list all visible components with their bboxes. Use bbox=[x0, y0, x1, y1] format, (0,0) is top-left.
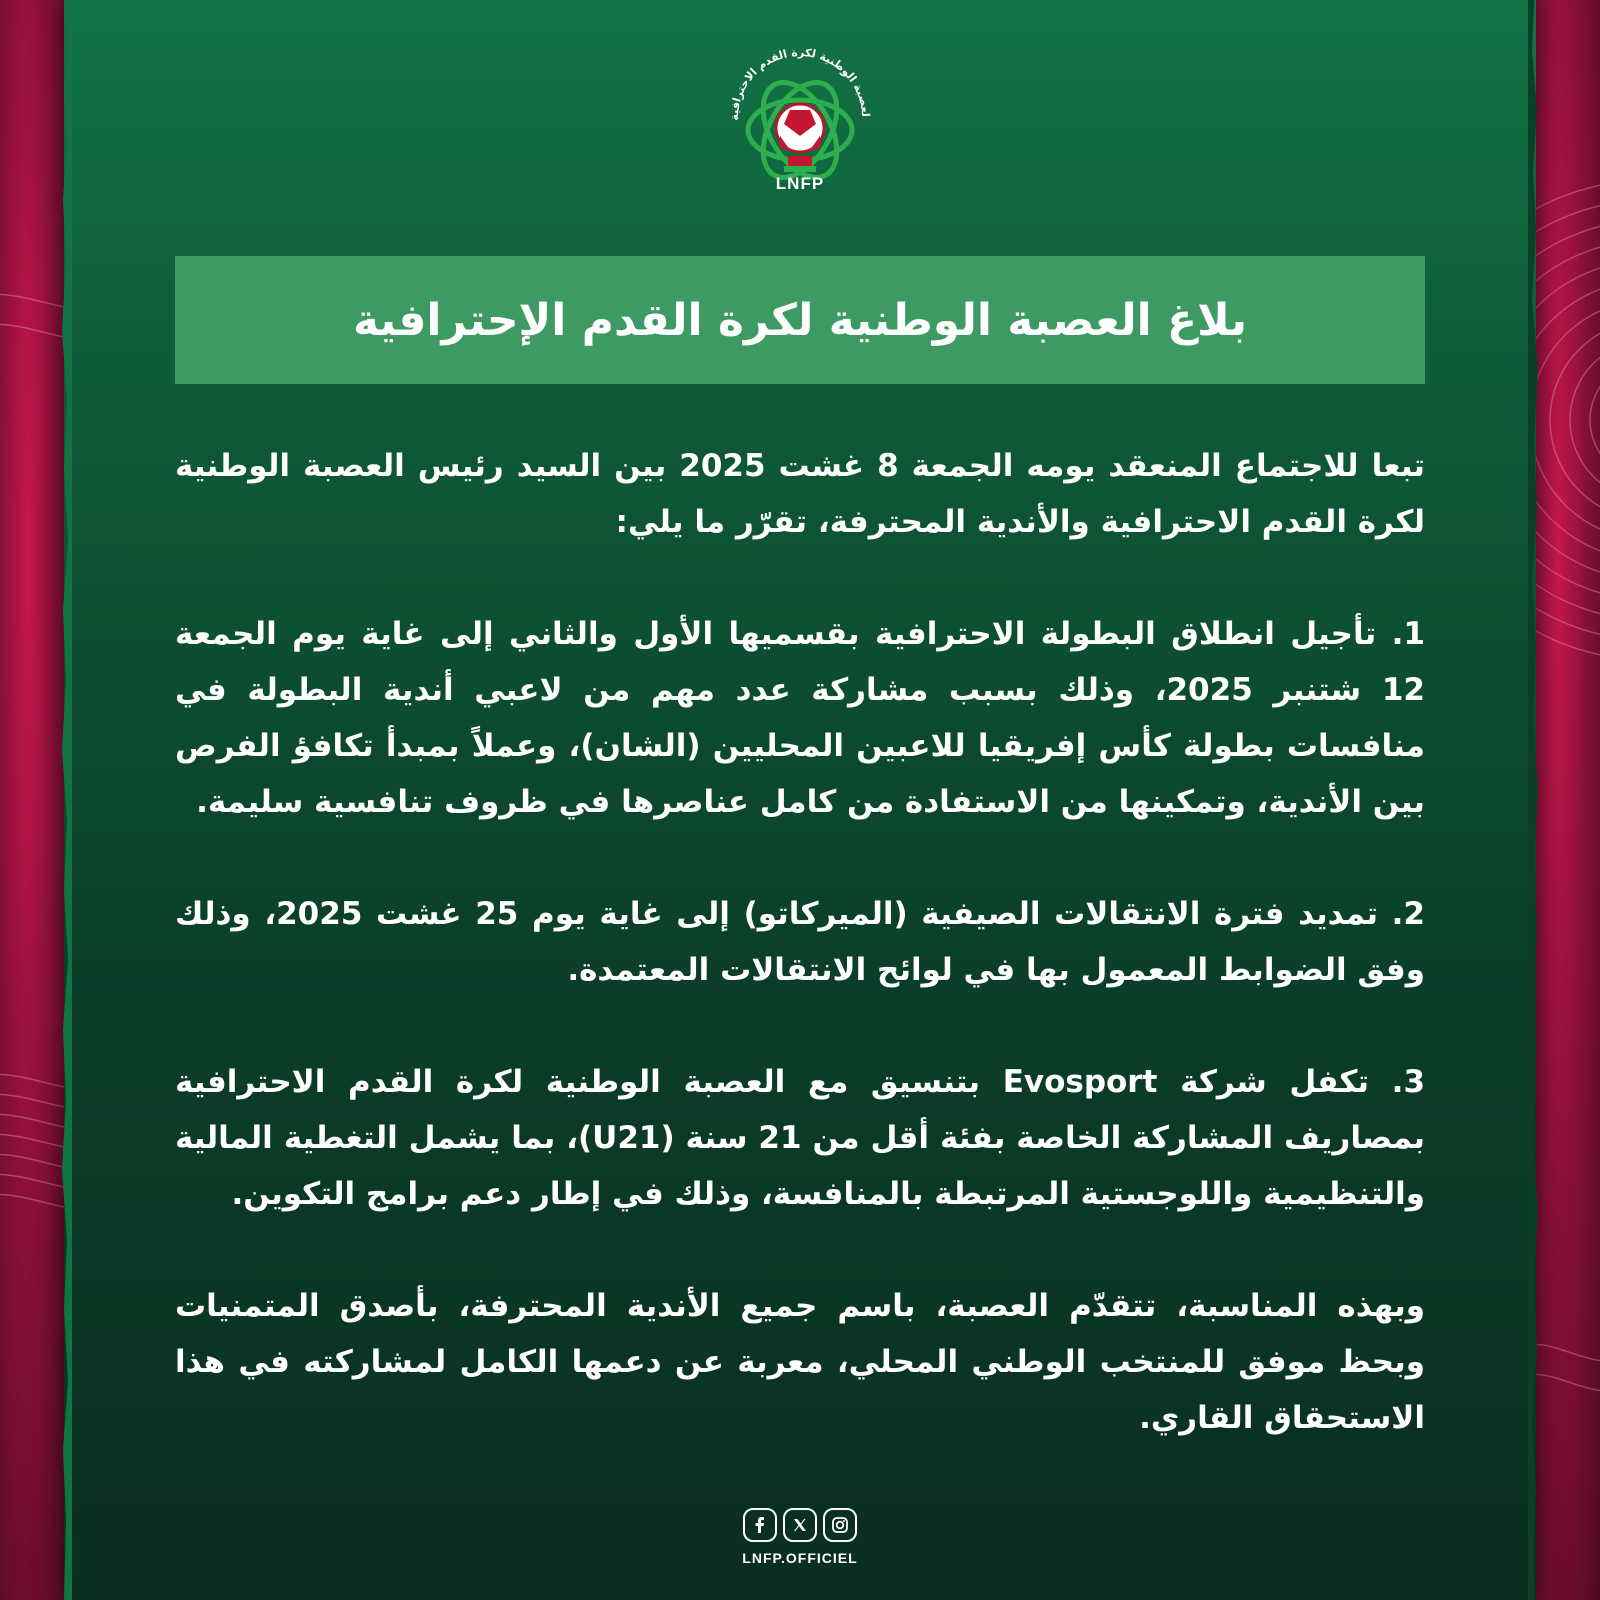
social-handle[interactable]: LNFP.OFFICIEL bbox=[742, 1550, 858, 1566]
announcement-body bbox=[175, 438, 1425, 1446]
instagram-icon[interactable] bbox=[823, 1508, 857, 1542]
page-title: بلاغ العصبة الوطنية لكرة القدم الإحترافية bbox=[352, 294, 1248, 346]
intro-paragraph: تبعا للاجتماع المنعقد يومه الجمعة 8 غشت 2025 بين السيد رئيس العصبة الوطنية لكرة القدم الاحترافية والأندية المحترفة، تقرّر ما يلي: bbox=[175, 448, 1425, 540]
torn-edge-left bbox=[58, 0, 72, 1600]
logo-abbreviation: LNFP bbox=[775, 174, 825, 193]
logo-arabic-name: لعصبة الوطنية لكرة القدم الاحترافية bbox=[727, 45, 873, 121]
facebook-icon[interactable] bbox=[743, 1508, 777, 1542]
closing-paragraph: وبهذه المناسبة، تتقدّم العصبة، باسم جميع الأندية المحترفة، بأصدق المتمنيات وبحظ موفق للمنتخب الوطني المحلي، معربة عن دعمها الكامل لمشاركته في هذا الاستحقاق القاري. bbox=[175, 1288, 1425, 1436]
decision-item-3: 3. تكفل شركة Evosport بتنسيق مع العصبة الوطنية لكرة القدم الاحترافية بمصاريف المشاركة الخاصة بفئة أقل من 21 سنة (U21)، بما يشمل التغطية المالية والتنظيمية واللوجستية المرتبطة بالمنافسة، وذلك في إطار دعم برامج التكوين. bbox=[175, 1064, 1426, 1212]
torn-edge-right bbox=[1528, 0, 1542, 1600]
decision-item-1: 1. تأجيل انطلاق البطولة الاحترافية بقسميها الأول والثاني إلى غاية يوم الجمعة 12 شتنبر 2025، وذلك بسبب مشاركة عدد مهم من لاعبي أندية البطولة في منافسات بطولة كأس إفريقيا للاعبين المحليين (الشان)، وعملاً بمبدأ تكافؤ الفرص بين الأندية، وتمكينها من الاستفادة من كامل عناصرها في ظروف تنافسية سليمة. bbox=[175, 616, 1425, 820]
decision-item-2: 2. تمديد فترة الانتقالات الصيفية (الميركاتو) إلى غاية يوم 25 غشت 2025، وذلك وفق الضوابط المعمول بها في لوائح الانتقالات المعتمدة. bbox=[175, 896, 1425, 988]
social-icons bbox=[0, 1508, 1600, 1542]
title-banner bbox=[175, 256, 1425, 384]
x-icon[interactable] bbox=[783, 1508, 817, 1542]
